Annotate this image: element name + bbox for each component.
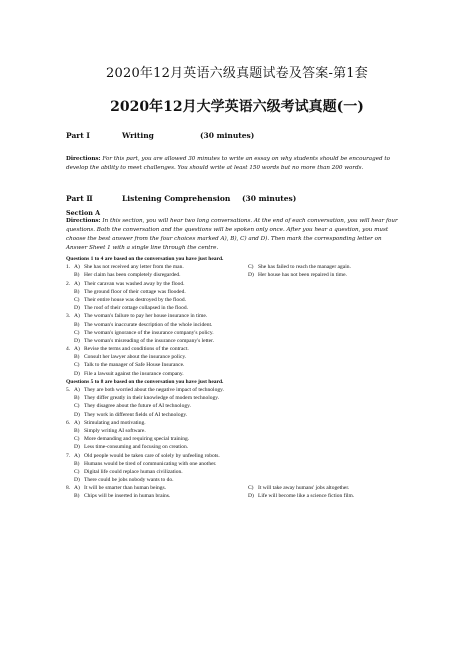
option-text: They disagree about the future of AI technology. — [84, 403, 191, 410]
part2-header — [66, 194, 296, 203]
question-row — [66, 484, 406, 492]
option-label: C) — [74, 468, 80, 475]
option-label: A) — [74, 346, 80, 353]
option-text: Less time-consuming and focusing on creation. — [84, 444, 189, 451]
option-text: Consult her lawyer about the insurance policy. — [84, 354, 187, 361]
part2-name: Part Ⅱ — [66, 194, 93, 203]
question-row — [66, 345, 406, 353]
part1-time: (30 minutes) — [200, 131, 255, 140]
question-row — [66, 304, 406, 312]
option-text: The woman's inaccurate description of the whole incident. — [84, 321, 213, 328]
option-text: The woman's ignorance of the insurance company's policy. — [84, 329, 214, 336]
option-text: File a lawsuit against the insurance company. — [84, 370, 184, 377]
part1-directions — [66, 155, 398, 173]
option-label: A) — [74, 264, 80, 271]
option-label: D) — [74, 444, 80, 451]
question-row — [66, 443, 406, 451]
option-text: They are both worried about the negative impact of technology. — [84, 387, 224, 394]
option-text: Simply writing AI software. — [84, 427, 146, 434]
option-text: Digital life could replace human civilization. — [84, 468, 183, 475]
question-row — [66, 280, 406, 288]
document-title: 2020年12月英语六级真题试卷及答案-第1套 — [106, 66, 368, 81]
question-row — [66, 394, 406, 402]
option-label: D) — [74, 337, 80, 344]
option-text: The roof of their cottage collapsed in the flood. — [84, 305, 189, 312]
directions-text: In this section, you will hear two long conversations. At the end of each conversation, you will hear four questions. Both the conversation and the questions will be spoken only once. After you hear a question, you must choose the best answer from the four choices marked A), B), C) and D). Then mark the corresponding letter on Answer Sheet 1 with a single line through the centre. — [66, 218, 398, 251]
question-row — [66, 263, 406, 271]
question-row — [66, 427, 406, 435]
option-text: Their entire house was destroyed by the flood. — [84, 296, 187, 303]
exam-title: 2020年12月大学英语六级考试真题(一) — [110, 99, 364, 115]
option-label: C) — [74, 296, 80, 303]
option-label: B) — [74, 493, 80, 500]
option-text: The woman's misreading of the insurance company's letter. — [84, 337, 214, 344]
questions-block — [66, 255, 406, 501]
question-row — [66, 386, 406, 394]
section-a-title: Section A — [66, 209, 101, 217]
option-label: D) — [248, 272, 254, 279]
directions-label: Directions: — [66, 156, 101, 162]
option-label: C) — [74, 329, 80, 336]
option-label: B) — [74, 354, 80, 361]
option-label: A) — [74, 387, 80, 394]
option-label: D) — [248, 493, 254, 500]
question-group-heading: Questions 5 to 8 are based on the conversation you have just heard. — [66, 378, 224, 385]
option-label: C) — [74, 403, 80, 410]
option-label: D) — [74, 477, 80, 484]
option-label: A) — [74, 280, 80, 287]
option-label: B) — [74, 321, 80, 328]
option-label: B) — [74, 288, 80, 295]
question-row — [66, 361, 406, 369]
option-label: D) — [74, 370, 80, 377]
question-group-heading: Questions 1 to 4 are based on the conversation you have just heard. — [66, 256, 224, 262]
option-label: B) — [74, 460, 80, 467]
question-number: 8. — [66, 485, 71, 492]
option-label: A) — [74, 419, 80, 426]
question-number: 3. — [66, 313, 71, 320]
question-row — [66, 468, 406, 476]
question-row — [66, 337, 406, 345]
option-label: A) — [74, 313, 80, 320]
question-number: 4. — [66, 346, 71, 353]
option-text: Stimulating and motivating. — [84, 419, 146, 426]
option-text: It will take away humans' jobs altogether. — [258, 485, 350, 492]
option-text: It will be smarter than human beings. — [84, 485, 167, 492]
option-text: Talk to the manager of Safe House Insurance. — [84, 362, 185, 369]
question-number: 1. — [66, 264, 71, 271]
option-text: They work in different fields of AI technology. — [84, 411, 188, 418]
option-text: Old people would be taken care of solely by unfeeling robots. — [84, 452, 220, 459]
option-label: D) — [74, 305, 80, 312]
question-number: 2. — [66, 280, 71, 287]
option-label: C) — [248, 485, 254, 492]
option-label: C) — [248, 264, 254, 271]
option-label: C) — [74, 362, 80, 369]
option-text: Life will become like a science fiction film. — [258, 493, 355, 500]
option-label: B) — [74, 427, 80, 434]
option-text: The ground floor of their cottage was flooded. — [84, 288, 186, 295]
part1-title: Writing — [122, 131, 154, 140]
option-text: Humans would be tired of communicating with one another. — [84, 460, 217, 467]
part1-name: Part Ⅰ — [66, 131, 90, 140]
question-row — [66, 402, 406, 410]
option-text: Chips will be inserted in human brains. — [84, 493, 171, 500]
option-text: Their caravan was washed away by the flood. — [84, 280, 185, 287]
question-row — [66, 271, 406, 279]
question-row — [66, 296, 406, 304]
question-row — [66, 411, 406, 419]
option-text: She has not received any letter from the man. — [84, 264, 184, 271]
option-label: A) — [74, 485, 80, 492]
option-label: A) — [74, 452, 80, 459]
question-row — [66, 492, 406, 500]
option-text: Her house has not been repaired in time. — [258, 272, 347, 279]
option-text: The woman's failure to pay her house insurance in time. — [84, 313, 208, 320]
option-label: B) — [74, 395, 80, 402]
question-row — [66, 460, 406, 468]
question-number: 7. — [66, 452, 71, 459]
part2-time: (30 minutes) — [242, 194, 297, 203]
question-number: 6. — [66, 419, 71, 426]
option-text: More demanding and requiring special training. — [84, 436, 190, 443]
question-row — [66, 419, 406, 427]
question-row — [66, 288, 406, 296]
question-row — [66, 435, 406, 443]
directions-label: Directions: — [66, 218, 101, 224]
question-row — [66, 370, 406, 378]
section-a-directions — [66, 217, 398, 253]
part1-header — [66, 131, 254, 140]
option-text: There could be jobs nobody wants to do. — [84, 477, 174, 484]
question-row — [66, 452, 406, 460]
option-label: B) — [74, 272, 80, 279]
option-text: They differ greatly in their knowledge of modern technology. — [84, 395, 220, 402]
option-text: Her claim has been completely disregarded. — [84, 272, 181, 279]
question-row — [66, 476, 406, 484]
question-number: 5. — [66, 387, 71, 394]
option-text: Revise the terms and conditions of the contract. — [84, 346, 189, 353]
option-label: C) — [74, 436, 80, 443]
question-row — [66, 353, 406, 361]
directions-text: For this part, you are allowed 30 minutes to write an essay on why students should be encouraged to develop the ability to meet challenges. You should write at least 150 words but no more than 200 words. — [66, 156, 390, 171]
option-label: D) — [74, 411, 80, 418]
part2-title: Listening Comprehension — [122, 194, 231, 203]
question-row — [66, 312, 406, 320]
option-text: She has failed to reach the manager again. — [258, 264, 351, 271]
question-row — [66, 321, 406, 329]
question-row — [66, 329, 406, 337]
